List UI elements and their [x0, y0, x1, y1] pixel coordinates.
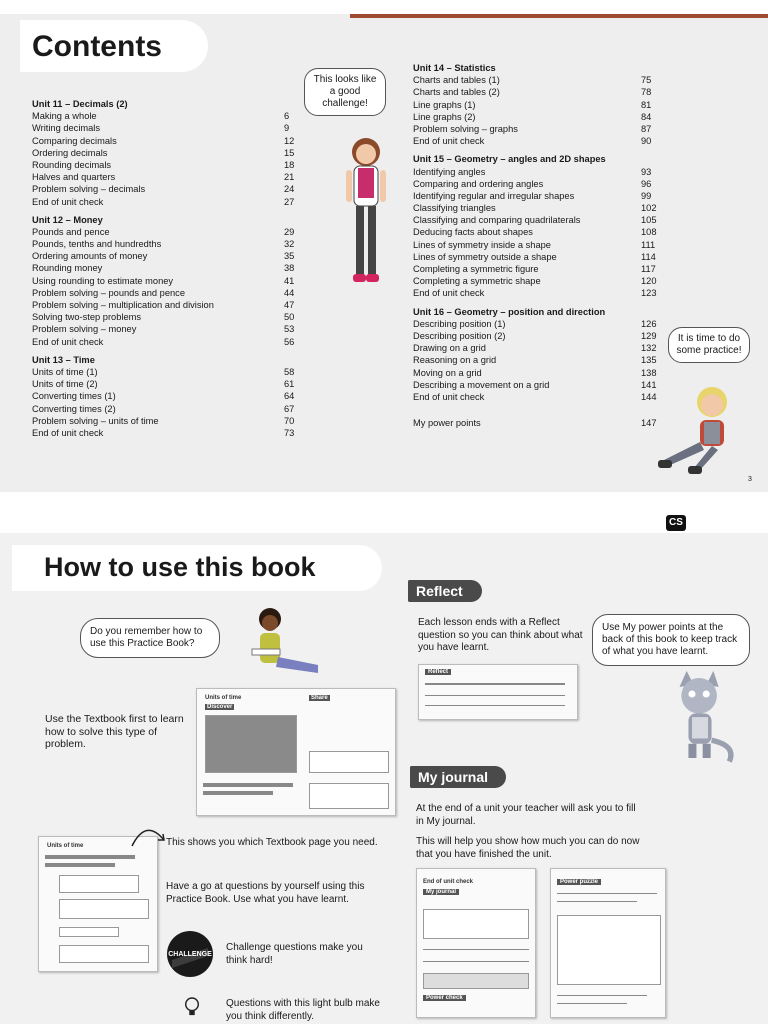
toc-entry-page: 147 — [641, 418, 657, 429]
toc-entry[interactable] — [32, 323, 300, 335]
toc-entry-title: Reasoning on a grid — [413, 355, 497, 366]
toc-entry-title: Comparing decimals — [32, 135, 117, 146]
thumb-line — [557, 1003, 627, 1004]
top-rule — [350, 14, 768, 18]
toc-entry[interactable] — [413, 275, 663, 287]
toc-entry[interactable] — [413, 354, 663, 366]
toc-entry-title: Line graphs (1) — [413, 99, 476, 110]
toc-entry-page: 27 — [284, 196, 295, 207]
toc-entry-title: Moving on a grid — [413, 367, 482, 378]
toc-entry-page: 47 — [284, 300, 295, 311]
toc-entry-title: Units of time (2) — [32, 379, 98, 390]
toc-entry[interactable] — [32, 311, 300, 323]
my-journal-banner: My journal — [410, 766, 506, 788]
girl-character-icon — [336, 132, 396, 302]
toc-column-1 — [32, 92, 300, 439]
toc-entry-title: Rounding money — [32, 263, 103, 274]
toc-entry-page: 135 — [641, 355, 657, 366]
toc-entry-page: 29 — [284, 226, 295, 237]
toc-entry-title: Solving two-step problems — [32, 312, 142, 323]
toc-entry[interactable] — [413, 367, 663, 379]
toc-spacer — [413, 403, 663, 417]
toc-entry-title: End of unit check — [413, 391, 485, 402]
thumb-box — [59, 875, 139, 893]
thumb-line — [557, 995, 647, 996]
toc-entry[interactable] — [413, 111, 663, 123]
toc-entry[interactable] — [32, 366, 300, 378]
thumb-units-label-2: Units of time — [47, 843, 84, 849]
thumb-table — [557, 915, 661, 985]
thumb-box — [59, 945, 149, 963]
toc-unit-heading: Unit 14 – Statistics — [413, 63, 496, 73]
toc-entry[interactable] — [32, 427, 300, 439]
girl-speech-bubble: This looks like a good challenge! — [304, 68, 386, 116]
toc-entry-title: Charts and tables (2) — [413, 87, 500, 98]
toc-entry-page: 138 — [641, 367, 657, 378]
toc-entry-title: End of unit check — [413, 288, 485, 299]
journal-text-1: At the end of a unit your teacher will ask you to fill in My journal. — [416, 803, 636, 827]
reflect-thumbnail — [418, 664, 578, 720]
toc-entry-title: End of unit check — [32, 336, 104, 347]
arrow-icon — [128, 820, 168, 850]
toc-entry[interactable] — [32, 336, 300, 348]
toc-unit-heading: Unit 15 – Geometry – angles and 2D shapes — [413, 154, 606, 165]
toc-entry[interactable] — [32, 390, 300, 402]
toc-entry-page: 35 — [284, 251, 295, 262]
toc-entry[interactable] — [32, 135, 300, 147]
toc-entry-title: Lines of symmetry outside a shape — [413, 251, 557, 262]
cs-badge: CS — [666, 515, 686, 531]
toc-entry-page: 87 — [641, 123, 652, 134]
toc-entry-page: 53 — [284, 324, 295, 335]
toc-entry[interactable] — [413, 342, 663, 354]
toc-entry-title: End of unit check — [32, 427, 104, 438]
toc-entry-title: Identifying regular and irregular shapes — [413, 190, 575, 201]
toc-entry-title: Classifying triangles — [413, 203, 496, 214]
thumb-box — [59, 899, 149, 919]
toc-entry-title: Using rounding to estimate money — [32, 275, 174, 286]
thumb-line — [423, 949, 529, 950]
toc-entry-title: Drawing on a grid — [413, 343, 486, 354]
thumb-line — [45, 863, 115, 867]
toc-entry-page: 73 — [284, 427, 295, 438]
toc-entry-title: Converting times (2) — [32, 403, 116, 414]
toc-entry-title: Describing position (1) — [413, 318, 506, 329]
journal-text-2: This will help you show how much you can do now that you have finished the unit. — [416, 836, 640, 860]
toc-entry[interactable] — [32, 238, 300, 250]
remember-speech-bubble: Do you remember how to use this Practice Book? — [80, 618, 220, 658]
practice-book-thumbnail — [38, 836, 158, 972]
toc-entry[interactable] — [413, 226, 663, 238]
toc-entry-page: 126 — [641, 318, 657, 329]
thumb-units-label: Units of time — [205, 695, 242, 701]
toc-entry-title: Problem solving – units of time — [32, 415, 159, 426]
toc-entry-title: Writing decimals — [32, 123, 101, 134]
cat-character-icon — [660, 666, 740, 770]
toc-entry-page: 81 — [641, 99, 652, 110]
toc-entry[interactable] — [32, 287, 300, 299]
contents-title: Contents — [20, 20, 208, 72]
toc-entry-page: 105 — [641, 215, 657, 226]
toc-entry-title: Pounds and pence — [32, 226, 110, 237]
toc-entry-title: Comparing and ordering angles — [413, 178, 544, 189]
top-margin — [0, 0, 768, 14]
toc-entry[interactable] — [32, 183, 300, 195]
toc-entry[interactable] — [413, 86, 663, 98]
toc-entry[interactable] — [32, 226, 300, 238]
toc-entry-page: 21 — [284, 172, 295, 183]
thumb-power-check: Power check — [423, 995, 466, 1001]
toc-entry-title: Pounds, tenths and hundredths — [32, 239, 162, 250]
thumb-line — [45, 855, 135, 859]
lightbulb-text: Questions with this light bulb make you think differently. — [226, 998, 380, 1022]
toc-entry-page: 114 — [641, 251, 656, 262]
toc-entry[interactable] — [32, 110, 300, 122]
toc-entry[interactable] — [32, 159, 300, 171]
toc-entry-page: 123 — [641, 288, 657, 299]
toc-entry-page: 50 — [284, 312, 295, 323]
toc-entry-page: 24 — [284, 184, 295, 195]
toc-entry-page: 99 — [641, 190, 652, 201]
toc-entry-page: 144 — [641, 391, 657, 402]
toc-entry[interactable] — [413, 135, 663, 147]
thumb-box — [423, 909, 529, 939]
challenge-icon-label: CHALLENGE — [168, 951, 212, 958]
toc-entry-page: 6 — [284, 111, 290, 122]
toc-entry-page: 9 — [284, 123, 290, 134]
toc-entry-title: Identifying angles — [413, 166, 486, 177]
reflect-banner: Reflect — [408, 580, 482, 602]
toc-unit-heading: Unit 16 – Geometry – position and direction — [413, 306, 606, 317]
toc-entry-page: 141 — [641, 379, 657, 390]
reflect-text: Each lesson ends with a Reflect question so you can think about what you have learnt. — [418, 617, 583, 653]
toc-entry[interactable] — [413, 99, 663, 111]
toc-entry[interactable] — [32, 196, 300, 208]
thumb-line — [203, 791, 273, 795]
toc-entry-title: Ordering decimals — [32, 147, 108, 158]
toc-entry[interactable] — [413, 123, 663, 135]
toc-entry-page: 32 — [284, 239, 295, 250]
thumb-end-check: End of unit check — [423, 879, 474, 885]
toc-entry[interactable] — [413, 318, 663, 330]
toc-entry[interactable] — [32, 262, 300, 274]
toc-entry[interactable] — [32, 250, 300, 262]
toc-entry-title: Lines of symmetry inside a shape — [413, 239, 551, 250]
boy-speech-bubble: It is time to do some practice! — [668, 327, 750, 363]
thumb-power-puzzle: Power puzzle — [557, 879, 601, 885]
thumb-box — [423, 973, 529, 989]
toc-entry-page: 84 — [641, 111, 652, 122]
toc-entry-page: 108 — [641, 227, 657, 238]
toc-entry[interactable] — [32, 122, 300, 134]
toc-entry-page: 38 — [284, 263, 295, 274]
thumb-box — [59, 927, 119, 937]
toc-entry[interactable] — [413, 287, 663, 299]
toc-entry-page: 41 — [284, 275, 295, 286]
textbook-thumbnail — [196, 688, 396, 816]
reading-girl-icon — [248, 605, 328, 685]
toc-entry[interactable] — [413, 330, 663, 342]
toc-entry[interactable] — [413, 74, 663, 86]
textbook-first-text: Use the Textbook first to learn how to solve this type of problem. — [45, 713, 184, 750]
shows-page-text: This shows you which Textbook page you need. — [166, 837, 378, 848]
toc-entry-page: 70 — [284, 415, 295, 426]
toc-entry-title: Problem solving – pounds and pence — [32, 287, 185, 298]
toc-entry[interactable] — [413, 391, 663, 403]
toc-entry[interactable] — [413, 417, 663, 429]
toc-entry-page: 132 — [641, 343, 657, 354]
journal-thumbnail-1 — [416, 868, 536, 1018]
toc-entry-title: Halves and quarters — [32, 172, 116, 183]
thumb-reflect-label: Reflect — [425, 669, 451, 675]
thumb-line — [425, 683, 565, 685]
toc-entry-title: Ordering amounts of money — [32, 251, 148, 262]
toc-entry[interactable] — [413, 202, 663, 214]
toc-entry-page: 18 — [284, 159, 295, 170]
toc-entry-page: 102 — [641, 203, 657, 214]
toc-entry-page: 56 — [284, 336, 295, 347]
toc-entry-title: Deducing facts about shapes — [413, 227, 533, 238]
toc-column-2 — [413, 56, 663, 429]
toc-entry-title: Completing a symmetric figure — [413, 264, 539, 275]
toc-entry-title: Problem solving – money — [32, 324, 137, 335]
toc-entry-page: 64 — [284, 391, 295, 402]
toc-entry-page: 129 — [641, 330, 657, 341]
toc-entry-title: My power points — [413, 418, 481, 429]
toc-entry[interactable] — [32, 403, 300, 415]
toc-entry[interactable] — [413, 190, 663, 202]
toc-entry-title: End of unit check — [413, 136, 485, 147]
toc-entry-title: Charts and tables (1) — [413, 75, 500, 86]
toc-entry[interactable] — [413, 214, 663, 226]
toc-entry[interactable] — [32, 171, 300, 183]
toc-entry-page: 61 — [284, 379, 295, 390]
toc-entry-page: 96 — [641, 178, 652, 189]
toc-entry-page: 117 — [641, 264, 656, 275]
toc-entry-title: Completing a symmetric shape — [413, 276, 541, 287]
thumb-line — [557, 901, 637, 902]
thumb-line — [423, 961, 529, 962]
toc-entry[interactable] — [32, 415, 300, 427]
thumb-line — [425, 695, 565, 696]
toc-unit-heading: Unit 13 – Time — [32, 354, 95, 365]
toc-entry[interactable] — [413, 239, 663, 251]
toc-entry[interactable] — [32, 299, 300, 311]
toc-entry[interactable] — [413, 166, 663, 178]
toc-unit-heading: Unit 12 – Money — [32, 214, 103, 225]
toc-unit-heading: Unit 11 – Decimals (2) — [32, 99, 128, 109]
toc-entry[interactable] — [32, 275, 300, 287]
thumb-box — [309, 783, 389, 809]
toc-entry-title: Problem solving – multiplication and division — [32, 300, 214, 311]
thumb-share-label: Share — [311, 695, 328, 701]
toc-entry-page: 15 — [284, 147, 295, 158]
power-points-bubble: Use My power points at the back of this book to keep track of what you have learnt. — [592, 614, 750, 666]
toc-entry[interactable] — [413, 379, 663, 391]
toc-entry-title: Line graphs (2) — [413, 111, 476, 122]
toc-entry-page: 12 — [284, 135, 295, 146]
toc-entry-title: Rounding decimals — [32, 159, 112, 170]
toc-entry-page: 58 — [284, 366, 295, 377]
toc-entry-page: 111 — [641, 239, 656, 250]
toc-entry-title: Problem solving – decimals — [32, 184, 146, 195]
toc-entry-page: 75 — [641, 75, 652, 86]
toc-entry-page: 90 — [641, 136, 652, 147]
page-number: 3 — [748, 476, 752, 483]
toc-entry-title: End of unit check — [32, 196, 104, 207]
how-to-use-title: How to use this book — [12, 545, 382, 591]
thumb-line — [425, 705, 565, 706]
toc-entry[interactable] — [413, 263, 663, 275]
toc-entry-page: 78 — [641, 87, 652, 98]
toc-entry-title: Problem solving – graphs — [413, 123, 518, 134]
journal-thumbnail-2 — [550, 868, 666, 1018]
toc-entry-title: Units of time (1) — [32, 366, 98, 377]
boy-character-icon — [654, 380, 744, 475]
toc-entry-title: Describing position (2) — [413, 330, 506, 341]
toc-entry-title: Classifying and comparing quadrilaterals — [413, 215, 581, 226]
toc-entry-page: 93 — [641, 166, 652, 177]
toc-entry[interactable] — [413, 178, 663, 190]
toc-entry[interactable] — [413, 251, 663, 263]
toc-entry[interactable] — [32, 378, 300, 390]
toc-entry-page: 44 — [284, 287, 295, 298]
thumb-discover-label: Discover — [207, 704, 233, 710]
toc-entry-page: 67 — [284, 403, 295, 414]
thumb-table — [309, 751, 389, 773]
toc-entry[interactable] — [32, 147, 300, 159]
have-a-go-text: Have a go at questions by yourself using this Practice Book. Use what you have learnt. — [166, 881, 365, 905]
thumb-my-journal: My journal — [423, 889, 459, 895]
toc-entry-title: Describing a movement on a grid — [413, 379, 550, 390]
toc-entry-title: Converting times (1) — [32, 391, 116, 402]
thumb-image — [205, 715, 297, 773]
toc-entry-title: Making a whole — [32, 111, 97, 122]
thumb-line — [557, 893, 657, 894]
thumb-line — [203, 783, 293, 787]
toc-entry-page: 120 — [641, 276, 657, 287]
challenge-text: Challenge questions make you think hard! — [226, 942, 363, 966]
lightbulb-icon — [183, 996, 201, 1018]
